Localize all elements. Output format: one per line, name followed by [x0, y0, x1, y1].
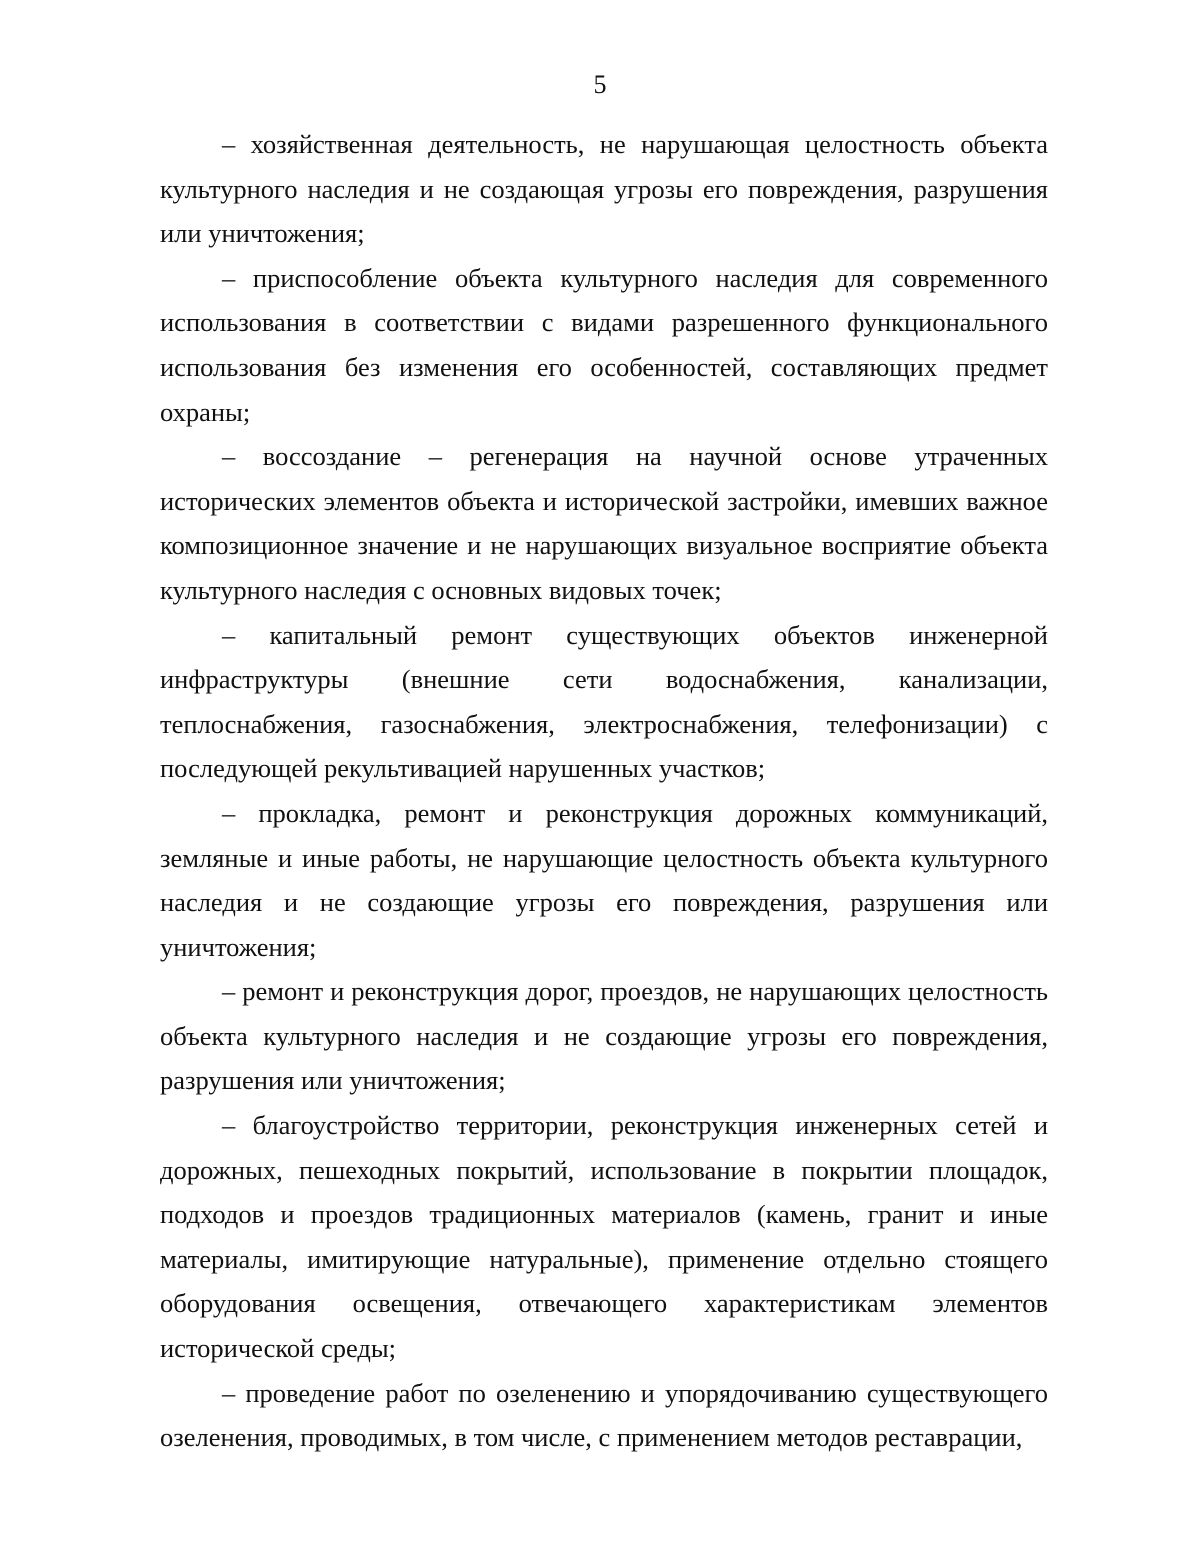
page-number: 5	[593, 70, 607, 99]
paragraph-adaptation: – приспособление объекта культурного наследия для современного использования в соответствии с видами разрешенного функционального использования без изменения его особенностей, составляющих предмет охраны;	[160, 262, 1048, 427]
paragraph-road-repair: – ремонт и реконструкция дорог, проездов, не нарушающих целостность объекта культурного наследия и не создающие угрозы его повреждения, разрушения или уничтожения;	[160, 976, 1048, 1096]
paragraph-capital-repair: – капитальный ремонт существующих объектов инженерной инфраструктуры (внешние сети водоснабжения, канализации, теплоснабжения, газоснабжения, электроснабжения, телефонизации) с последующей рекультивацией нарушенных участков;	[160, 619, 1048, 784]
document-body	[160, 122, 1048, 1460]
paragraph-landscaping: – благоустройство территории, реконструкция инженерных сетей и дорожных, пешеходных покрытий, использование в покрытии площадок, подходов и проездов традиционных материалов (камень, гранит и иные материалы, имитирующие натуральные), применение отдельно стоящего оборудования освещения, отвечающего характеристикам элементов исторической среды;	[160, 1110, 1048, 1364]
paragraph-economic-activity: – хозяйственная деятельность, не нарушающая целостность объекта культурного наследия и не создающая угрозы его повреждения, разрушения или уничтожения;	[160, 129, 1048, 249]
paragraph-greening: – проведение работ по озеленению и упорядочиванию существующего озеленения, проводимых, в том числе, с применением методов реставрации,	[160, 1377, 1048, 1453]
paragraph-road-laying: – прокладка, ремонт и реконструкция дорожных коммуникаций, земляные и иные работы, не нарушающие целостность объекта культурного наследия и не создающие угрозы его повреждения, разрушения или уничтожения;	[160, 797, 1048, 962]
paragraph-recreation: – воссоздание – регенерация на научной основе утраченных исторических элементов объекта и исторической застройки, имевших важное композиционное значение и не нарушающих визуальное восприятие объекта культурного наследия с основных видовых точек;	[160, 441, 1048, 605]
